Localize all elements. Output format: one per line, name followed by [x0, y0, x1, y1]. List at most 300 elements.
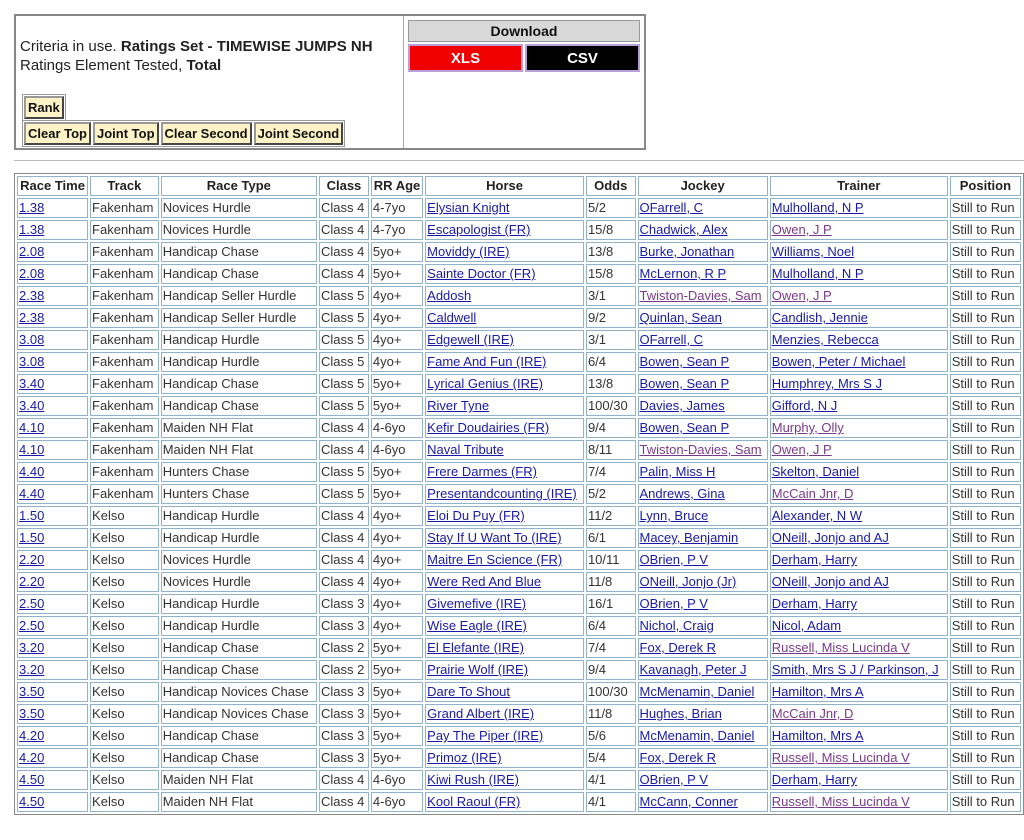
- cell-jockey: [638, 770, 768, 790]
- trainer-link[interactable]: Candlish, Jennie: [771, 310, 868, 325]
- cell-horse: [425, 594, 584, 614]
- trainer-link[interactable]: Smith, Mrs S J / Parkinson, J: [771, 662, 939, 677]
- cell-track: Kelso: [90, 572, 159, 592]
- cell-jockey: [638, 660, 768, 680]
- cell-position: Still to Run: [950, 528, 1021, 548]
- cell-type: Novices Hurdle: [161, 198, 317, 218]
- cell-track: Fakenham: [90, 440, 159, 460]
- cell-time: [17, 374, 88, 394]
- cell-class: Class 4: [319, 528, 369, 548]
- cell-time: [17, 462, 88, 482]
- horse-link[interactable]: Maitre En Science (FR): [427, 552, 563, 567]
- cell-jockey: [638, 616, 768, 636]
- cell-odds: 6/4: [586, 616, 636, 636]
- cell-position: Still to Run: [950, 264, 1021, 284]
- clear-second-button[interactable]: Clear Second: [161, 122, 252, 145]
- cell-track: Kelso: [90, 792, 159, 812]
- table-row: [17, 572, 1021, 592]
- cell-horse: [425, 418, 584, 438]
- clear-top-button[interactable]: Clear Top: [24, 122, 91, 145]
- jockey-link[interactable]: Lynn, Bruce: [639, 508, 709, 523]
- table-row: [17, 506, 1021, 526]
- trainer-link[interactable]: Mulholland, N P: [771, 200, 864, 215]
- cell-odds: 9/2: [586, 308, 636, 328]
- race-time-link[interactable]: 4.10: [19, 442, 45, 457]
- cell-class: Class 5: [319, 374, 369, 394]
- cell-type: Handicap Chase: [161, 748, 317, 768]
- cell-track: Fakenham: [90, 352, 159, 372]
- cell-class: Class 4: [319, 440, 369, 460]
- cell-track: Kelso: [90, 726, 159, 746]
- horse-link[interactable]: Dare To Shout: [427, 684, 511, 699]
- cell-odds: 5/6: [586, 726, 636, 746]
- table-row: [17, 638, 1021, 658]
- table-row: [17, 550, 1021, 570]
- cell-track: Kelso: [90, 704, 159, 724]
- table-row: [17, 616, 1021, 636]
- race-time-link[interactable]: 3.50: [19, 684, 45, 699]
- cell-time: [17, 770, 88, 790]
- trainer-link[interactable]: Hamilton, Mrs A: [771, 728, 864, 743]
- horse-link[interactable]: Kool Raoul (FR): [427, 794, 521, 809]
- trainer-link[interactable]: Russell, Miss Lucinda V: [771, 640, 910, 655]
- horse-link[interactable]: Edgewell (IRE): [427, 332, 514, 347]
- jockey-link[interactable]: OFarrell, C: [639, 332, 704, 347]
- table-row: [17, 770, 1021, 790]
- cell-age: 5yo+: [371, 748, 423, 768]
- cell-time: [17, 638, 88, 658]
- cell-track: Fakenham: [90, 374, 159, 394]
- cell-type: Novices Hurdle: [161, 220, 317, 240]
- trainer-link[interactable]: Derham, Harry: [771, 772, 857, 787]
- trainer-link[interactable]: McCain Jnr, D: [771, 706, 854, 721]
- cell-position: Still to Run: [950, 660, 1021, 680]
- race-time-link[interactable]: 4.20: [19, 750, 45, 765]
- horse-link[interactable]: Were Red And Blue: [427, 574, 542, 589]
- cell-class: Class 3: [319, 704, 369, 724]
- horse-link[interactable]: Addosh: [427, 288, 472, 303]
- cell-trainer: [770, 352, 948, 372]
- race-time-link[interactable]: 1.50: [19, 530, 45, 545]
- jockey-link[interactable]: Fox, Derek R: [639, 750, 717, 765]
- cell-jockey: [638, 242, 768, 262]
- cell-type: Maiden NH Flat: [161, 792, 317, 812]
- jockey-link[interactable]: McMenamin, Daniel: [639, 684, 755, 699]
- cell-trainer: [770, 726, 948, 746]
- cell-class: Class 4: [319, 550, 369, 570]
- cell-track: Fakenham: [90, 308, 159, 328]
- cell-age: 4yo+: [371, 352, 423, 372]
- cell-time: [17, 352, 88, 372]
- trainer-link[interactable]: Hamilton, Mrs A: [771, 684, 864, 699]
- cell-trainer: [770, 484, 948, 504]
- horse-link[interactable]: Primoz (IRE): [427, 750, 502, 765]
- cell-odds: 9/4: [586, 418, 636, 438]
- cell-odds: 7/4: [586, 638, 636, 658]
- cell-jockey: [638, 198, 768, 218]
- jockey-link[interactable]: ONeill, Jonjo (Jr): [639, 574, 737, 589]
- race-time-link[interactable]: 2.08: [19, 244, 45, 259]
- cell-horse: [425, 638, 584, 658]
- cell-odds: 5/4: [586, 748, 636, 768]
- jockey-link[interactable]: Burke, Jonathan: [639, 244, 735, 259]
- column-header-jockey: Jockey: [638, 176, 768, 196]
- cell-odds: 6/1: [586, 528, 636, 548]
- race-time-link[interactable]: 1.38: [19, 222, 45, 237]
- jockey-link[interactable]: McCann, Conner: [639, 794, 738, 809]
- trainer-link[interactable]: Bowen, Peter / Michael: [771, 354, 906, 369]
- race-time-link[interactable]: 2.50: [19, 596, 45, 611]
- trainer-link[interactable]: ONeill, Jonjo and AJ: [771, 574, 889, 589]
- jockey-link[interactable]: Macey, Benjamin: [639, 530, 739, 545]
- cell-class: Class 4: [319, 770, 369, 790]
- jockey-link[interactable]: OFarrell, C: [639, 200, 704, 215]
- trainer-link[interactable]: Owen, J P: [771, 222, 832, 237]
- table-row: [17, 286, 1021, 306]
- cell-class: Class 3: [319, 748, 369, 768]
- cell-time: [17, 594, 88, 614]
- cell-horse: [425, 198, 584, 218]
- trainer-link[interactable]: McCain Jnr, D: [771, 486, 854, 501]
- cell-time: [17, 308, 88, 328]
- cell-track: Fakenham: [90, 242, 159, 262]
- race-time-link[interactable]: 3.08: [19, 354, 45, 369]
- race-time-link[interactable]: 3.20: [19, 662, 45, 677]
- table-row: [17, 198, 1021, 218]
- cell-position: Still to Run: [950, 220, 1021, 240]
- cell-time: [17, 286, 88, 306]
- cell-trainer: [770, 374, 948, 394]
- jockey-link[interactable]: Bowen, Sean P: [639, 376, 730, 391]
- table-body: [17, 198, 1021, 812]
- cell-class: Class 4: [319, 792, 369, 812]
- cell-age: 5yo+: [371, 264, 423, 284]
- cell-position: Still to Run: [950, 418, 1021, 438]
- race-time-link[interactable]: 4.20: [19, 728, 45, 743]
- cell-position: Still to Run: [950, 396, 1021, 416]
- cell-odds: 4/1: [586, 792, 636, 812]
- race-time-link[interactable]: 4.40: [19, 486, 45, 501]
- cell-horse: [425, 484, 584, 504]
- horse-link[interactable]: Sainte Doctor (FR): [427, 266, 536, 281]
- cell-jockey: [638, 792, 768, 812]
- cell-type: Maiden NH Flat: [161, 770, 317, 790]
- trainer-link[interactable]: Williams, Noel: [771, 244, 855, 259]
- cell-type: Handicap Hurdle: [161, 594, 317, 614]
- jockey-link[interactable]: OBrien, P V: [639, 772, 708, 787]
- cell-position: Still to Run: [950, 440, 1021, 460]
- race-time-link[interactable]: 2.20: [19, 574, 45, 589]
- jockey-link[interactable]: Quinlan, Sean: [639, 310, 722, 325]
- horse-link[interactable]: Presentandcounting (IRE): [427, 486, 577, 501]
- jockey-link[interactable]: Davies, James: [639, 398, 725, 413]
- column-header-rr-age: RR Age: [371, 176, 423, 196]
- cell-time: [17, 704, 88, 724]
- cell-position: Still to Run: [950, 704, 1021, 724]
- filter-buttons: [22, 120, 345, 147]
- trainer-link[interactable]: Mulholland, N P: [771, 266, 864, 281]
- cell-age: 4-6yo: [371, 440, 423, 460]
- horse-link[interactable]: Kefir Doudairies (FR): [427, 420, 550, 435]
- jockey-link[interactable]: Palin, Miss H: [639, 464, 716, 479]
- cell-odds: 8/11: [586, 440, 636, 460]
- cell-position: Still to Run: [950, 616, 1021, 636]
- cell-odds: 13/8: [586, 374, 636, 394]
- trainer-link[interactable]: Russell, Miss Lucinda V: [771, 794, 910, 809]
- table-row: [17, 330, 1021, 350]
- column-header-position: Position: [950, 176, 1021, 196]
- cell-jockey: [638, 418, 768, 438]
- trainer-link[interactable]: Gifford, N J: [771, 398, 838, 413]
- trainer-link[interactable]: Derham, Harry: [771, 596, 857, 611]
- trainer-link[interactable]: Owen, J P: [771, 442, 832, 457]
- horse-link[interactable]: Givemefive (IRE): [427, 596, 527, 611]
- cell-odds: 11/2: [586, 506, 636, 526]
- cell-class: Class 4: [319, 418, 369, 438]
- cell-age: 4yo+: [371, 550, 423, 570]
- trainer-link[interactable]: Derham, Harry: [771, 552, 857, 567]
- horse-link[interactable]: Elysian Knight: [427, 200, 510, 215]
- cell-time: [17, 220, 88, 240]
- race-time-link[interactable]: 4.10: [19, 420, 45, 435]
- cell-trainer: [770, 550, 948, 570]
- cell-trainer: [770, 638, 948, 658]
- horse-link[interactable]: Moviddy (IRE): [427, 244, 510, 259]
- ratings-set-value: Ratings Set - TIMEWISE JUMPS NH: [120, 38, 373, 55]
- joint-second-button[interactable]: Joint Second: [254, 122, 344, 145]
- cell-time: [17, 440, 88, 460]
- table-row: [17, 462, 1021, 482]
- cell-age: 5yo+: [371, 638, 423, 658]
- cell-odds: 100/30: [586, 682, 636, 702]
- table-row: [17, 264, 1021, 284]
- jockey-link[interactable]: Nichol, Craig: [639, 618, 714, 633]
- horse-link[interactable]: Pay The Piper (IRE): [427, 728, 544, 743]
- cell-type: Handicap Novices Chase: [161, 704, 317, 724]
- cell-track: Fakenham: [90, 484, 159, 504]
- race-time-link[interactable]: 2.08: [19, 266, 45, 281]
- race-time-link[interactable]: 3.20: [19, 640, 45, 655]
- trainer-link[interactable]: Menzies, Rebecca: [771, 332, 879, 347]
- jockey-link[interactable]: Twiston-Davies, Sam: [639, 288, 762, 303]
- cell-age: 5yo+: [371, 396, 423, 416]
- cell-track: Fakenham: [90, 330, 159, 350]
- cell-type: Handicap Chase: [161, 638, 317, 658]
- cell-track: Kelso: [90, 594, 159, 614]
- table-row: [17, 792, 1021, 812]
- horse-link[interactable]: Prairie Wolf (IRE): [427, 662, 529, 677]
- cell-type: Handicap Hurdle: [161, 616, 317, 636]
- download-title: Download: [408, 20, 640, 42]
- cell-track: Fakenham: [90, 462, 159, 482]
- table-row: [17, 704, 1021, 724]
- cell-horse: [425, 528, 584, 548]
- cell-trainer: [770, 440, 948, 460]
- cell-class: Class 3: [319, 726, 369, 746]
- cell-trainer: [770, 770, 948, 790]
- cell-trainer: [770, 660, 948, 680]
- cell-jockey: [638, 594, 768, 614]
- trainer-link[interactable]: Skelton, Daniel: [771, 464, 860, 479]
- jockey-link[interactable]: Kavanagh, Peter J: [639, 662, 747, 677]
- jockey-link[interactable]: Chadwick, Alex: [639, 222, 728, 237]
- cell-track: Fakenham: [90, 264, 159, 284]
- cell-position: Still to Run: [950, 726, 1021, 746]
- cell-odds: 3/1: [586, 330, 636, 350]
- cell-class: Class 3: [319, 616, 369, 636]
- horse-link[interactable]: Wise Eagle (IRE): [427, 618, 527, 633]
- joint-top-button[interactable]: Joint Top: [93, 122, 159, 145]
- horse-link[interactable]: Grand Albert (IRE): [427, 706, 535, 721]
- trainer-link[interactable]: Humphrey, Mrs S J: [771, 376, 883, 391]
- cell-class: Class 3: [319, 594, 369, 614]
- trainer-link[interactable]: ONeill, Jonjo and AJ: [771, 530, 889, 545]
- jockey-link[interactable]: OBrien, P V: [639, 552, 708, 567]
- rank-button[interactable]: Rank: [24, 96, 64, 119]
- cell-type: Maiden NH Flat: [161, 440, 317, 460]
- jockey-link[interactable]: McMenamin, Daniel: [639, 728, 755, 743]
- cell-class: Class 5: [319, 352, 369, 372]
- criteria-panel: [14, 14, 646, 150]
- cell-position: Still to Run: [950, 330, 1021, 350]
- cell-trainer: [770, 418, 948, 438]
- cell-track: Fakenham: [90, 220, 159, 240]
- cell-age: 5yo+: [371, 484, 423, 504]
- cell-track: Kelso: [90, 550, 159, 570]
- horse-link[interactable]: Eloi Du Puy (FR): [427, 508, 525, 523]
- race-time-link[interactable]: 3.08: [19, 332, 45, 347]
- race-time-link[interactable]: 2.38: [19, 310, 45, 325]
- trainer-link[interactable]: Owen, J P: [771, 288, 832, 303]
- cell-type: Handicap Novices Chase: [161, 682, 317, 702]
- csv-download-button[interactable]: CSV: [525, 44, 640, 72]
- race-time-link[interactable]: 2.20: [19, 552, 45, 567]
- race-table: [14, 173, 1024, 815]
- cell-class: Class 5: [319, 396, 369, 416]
- table-row: [17, 440, 1021, 460]
- horse-link[interactable]: Kiwi Rush (IRE): [427, 772, 519, 787]
- cell-age: 4-6yo: [371, 770, 423, 790]
- cell-class: Class 2: [319, 638, 369, 658]
- table-row: [17, 374, 1021, 394]
- cell-age: 5yo+: [371, 726, 423, 746]
- cell-track: Kelso: [90, 638, 159, 658]
- cell-type: Maiden NH Flat: [161, 418, 317, 438]
- horse-link[interactable]: Frere Darmes (FR): [427, 464, 537, 479]
- jockey-link[interactable]: Bowen, Sean P: [639, 420, 730, 435]
- race-time-link[interactable]: 1.50: [19, 508, 45, 523]
- jockey-link[interactable]: Twiston-Davies, Sam: [639, 442, 762, 457]
- horse-link[interactable]: River Tyne: [427, 398, 490, 413]
- cell-age: 5yo+: [371, 660, 423, 680]
- cell-time: [17, 198, 88, 218]
- horse-link[interactable]: Naval Tribute: [427, 442, 504, 457]
- horse-link[interactable]: Escapologist (FR): [427, 222, 531, 237]
- cell-class: Class 3: [319, 682, 369, 702]
- cell-jockey: [638, 396, 768, 416]
- cell-jockey: [638, 220, 768, 240]
- cell-trainer: [770, 220, 948, 240]
- criteria-ratings-element: [20, 57, 221, 74]
- race-time-link[interactable]: 2.38: [19, 288, 45, 303]
- cell-time: [17, 550, 88, 570]
- cell-position: Still to Run: [950, 198, 1021, 218]
- cell-trainer: [770, 792, 948, 812]
- cell-trainer: [770, 286, 948, 306]
- table-row: [17, 220, 1021, 240]
- cell-type: Handicap Chase: [161, 660, 317, 680]
- jockey-link[interactable]: Hughes, Brian: [639, 706, 722, 721]
- cell-type: Handicap Chase: [161, 726, 317, 746]
- cell-age: 5yo+: [371, 242, 423, 262]
- race-time-link[interactable]: 3.40: [19, 376, 45, 391]
- race-time-link[interactable]: 4.50: [19, 772, 45, 787]
- cell-position: Still to Run: [950, 506, 1021, 526]
- cell-position: Still to Run: [950, 572, 1021, 592]
- jockey-link[interactable]: Bowen, Sean P: [639, 354, 730, 369]
- cell-trainer: [770, 198, 948, 218]
- cell-type: Handicap Seller Hurdle: [161, 286, 317, 306]
- column-header-trainer: Trainer: [770, 176, 948, 196]
- jockey-link[interactable]: OBrien, P V: [639, 596, 708, 611]
- cell-trainer: [770, 462, 948, 482]
- race-time-link[interactable]: 1.38: [19, 200, 45, 215]
- cell-jockey: [638, 704, 768, 724]
- horse-link[interactable]: Lyrical Genius (IRE): [427, 376, 543, 391]
- race-time-link[interactable]: 4.50: [19, 794, 45, 809]
- table-row: [17, 352, 1021, 372]
- jockey-link[interactable]: Fox, Derek R: [639, 640, 717, 655]
- cell-jockey: [638, 308, 768, 328]
- cell-time: [17, 396, 88, 416]
- cell-class: Class 4: [319, 506, 369, 526]
- race-time-link[interactable]: 3.40: [19, 398, 45, 413]
- jockey-link[interactable]: McLernon, R P: [639, 266, 727, 281]
- xls-download-button[interactable]: XLS: [408, 44, 523, 72]
- race-time-link[interactable]: 3.50: [19, 706, 45, 721]
- horse-link[interactable]: Stay If U Want To (IRE): [427, 530, 562, 545]
- cell-position: Still to Run: [950, 594, 1021, 614]
- trainer-link[interactable]: Nicol, Adam: [771, 618, 842, 633]
- cell-track: Kelso: [90, 528, 159, 548]
- column-header-race-time: Race Time: [17, 176, 88, 196]
- trainer-link[interactable]: Alexander, N W: [771, 508, 863, 523]
- race-time-link[interactable]: 2.50: [19, 618, 45, 633]
- trainer-link[interactable]: Russell, Miss Lucinda V: [771, 750, 910, 765]
- cell-odds: 3/1: [586, 286, 636, 306]
- jockey-link[interactable]: Andrews, Gina: [639, 486, 725, 501]
- cell-trainer: [770, 704, 948, 724]
- table-row: [17, 726, 1021, 746]
- race-time-link[interactable]: 4.40: [19, 464, 45, 479]
- cell-horse: [425, 374, 584, 394]
- criteria-prefix: Criteria in use.: [20, 38, 121, 55]
- horse-link[interactable]: El Elefante (IRE): [427, 640, 524, 655]
- horse-link[interactable]: Caldwell: [427, 310, 477, 325]
- cell-time: [17, 616, 88, 636]
- cell-jockey: [638, 440, 768, 460]
- table-row: [17, 660, 1021, 680]
- cell-horse: [425, 352, 584, 372]
- cell-age: 5yo+: [371, 682, 423, 702]
- cell-class: Class 5: [319, 484, 369, 504]
- cell-time: [17, 330, 88, 350]
- cell-time: [17, 528, 88, 548]
- table-row: [17, 748, 1021, 768]
- trainer-link[interactable]: Murphy, Olly: [771, 420, 844, 435]
- horse-link[interactable]: Fame And Fun (IRE): [427, 354, 547, 369]
- cell-time: [17, 726, 88, 746]
